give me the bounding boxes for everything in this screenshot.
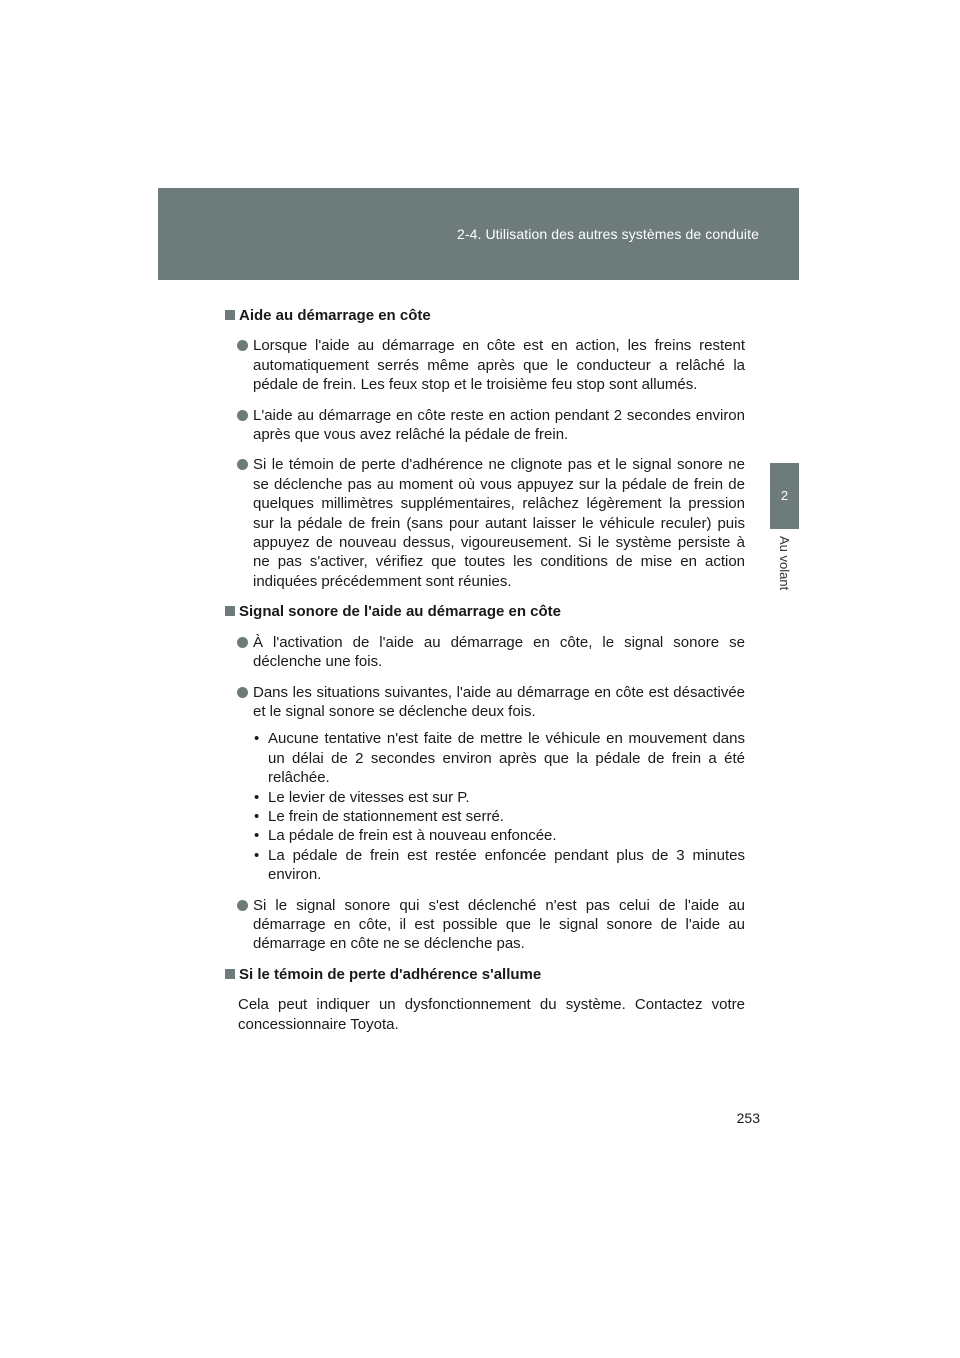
- sub-list: [225, 729, 745, 884]
- list-item: [225, 633, 745, 672]
- sub-list-item: [225, 826, 745, 845]
- dot-marker: •: [254, 827, 260, 845]
- section-heading: [225, 602, 745, 621]
- list-item-text: Lorsque l'aide au démarrage en côte est en action, les freins restent automatiquement serrés même après que le conducteur a relâché la pédale de frein. Les feux stop et le troisième feu stop sont allumés.: [253, 337, 745, 394]
- list-item: [225, 406, 745, 445]
- chapter-tab-number: 2: [780, 488, 789, 503]
- dot-marker: •: [254, 846, 260, 864]
- list-item-text: L'aide au démarrage en côte reste en action pendant 2 secondes environ après que vous avez relâché la pédale de frein.: [253, 406, 745, 444]
- circle-bullet-icon: [237, 900, 248, 911]
- sub-list-item: [225, 846, 745, 885]
- section-heading-text: Si le témoin de perte d'adhérence s'allume: [239, 965, 542, 983]
- sub-list-item-text: La pédale de frein est restée enfoncée pendant plus de 3 minutes environ.: [268, 846, 745, 884]
- section-heading-text: Aide au démarrage en côte: [239, 307, 431, 324]
- sub-list-item: [225, 729, 745, 787]
- chapter-header: [158, 188, 799, 280]
- section-slip-indicator: [225, 965, 745, 1034]
- chapter-tab: [770, 463, 799, 529]
- sub-list-item: [225, 788, 745, 807]
- list-item: [225, 896, 745, 954]
- list-item: [225, 336, 745, 394]
- dot-marker: •: [254, 788, 260, 806]
- list-item-text: Si le témoin de perte d'adhérence ne clignote pas et le signal sonore ne se déclenche pas au moment où vous appuyez sur la pédale de frein de quelques millimètres supplémentaires, relâchez légèrement la pression sur la pédale de frein (sans pour autant laisser le véhicule reculer) puis appuyez de nouveau dessus, vigoureusement. Si le système persiste à ne pas s'activer, vérifiez que toutes les conditions de mise en action indiquées précédemment sont réunies.: [253, 456, 745, 590]
- sub-list-item: [225, 807, 745, 826]
- page-number: 253: [736, 1110, 760, 1126]
- paragraph: Cela peut indiquer un dysfonctionnement du système. Contactez votre concessionnaire Toyota.: [238, 996, 745, 1033]
- section-heading: [225, 965, 745, 984]
- square-bullet-icon: [225, 310, 235, 320]
- list-item-text: Si le signal sonore qui s'est déclenché n'est pas celui de l'aide au démarrage en côte, il est possible que le signal sonore de l'aide au démarrage en côte ne se déclenche pas.: [253, 896, 745, 953]
- circle-bullet-icon: [237, 410, 248, 421]
- list-item: [225, 683, 745, 722]
- dot-marker: •: [254, 730, 260, 748]
- dot-marker: •: [254, 807, 260, 825]
- section-buzzer: [225, 602, 745, 954]
- section-hill-start-assist: [225, 306, 745, 591]
- sub-list-item-text: Le levier de vitesses est sur P.: [268, 788, 470, 806]
- list-item: [225, 455, 745, 591]
- page-content: [225, 306, 745, 1045]
- square-bullet-icon: [225, 606, 235, 616]
- square-bullet-icon: [225, 969, 235, 979]
- sub-list-item-text: Le frein de stationnement est serré.: [268, 807, 504, 825]
- chapter-title: 2-4. Utilisation des autres systèmes de conduite: [456, 226, 759, 242]
- circle-bullet-icon: [237, 637, 248, 648]
- sub-list-item-text: La pédale de frein est à nouveau enfoncée.: [268, 827, 557, 845]
- circle-bullet-icon: [237, 687, 248, 698]
- sub-list-item-text: Aucune tentative n'est faite de mettre le véhicule en mouvement dans un délai de 2 secondes environ après que la pédale de frein a été relâchée.: [268, 730, 745, 787]
- circle-bullet-icon: [237, 340, 248, 351]
- section-heading-text: Signal sonore de l'aide au démarrage en côte: [239, 603, 562, 621]
- circle-bullet-icon: [237, 459, 248, 470]
- chapter-tab-label: Au volant: [777, 536, 792, 591]
- list-item-text: Dans les situations suivantes, l'aide au démarrage en côte est désactivée et le signal sonore se déclenche deux fois.: [253, 683, 745, 720]
- section-heading: [225, 306, 745, 325]
- list-item-text: À l'activation de l'aide au démarrage en côte, le signal sonore se déclenche une fois.: [253, 633, 745, 671]
